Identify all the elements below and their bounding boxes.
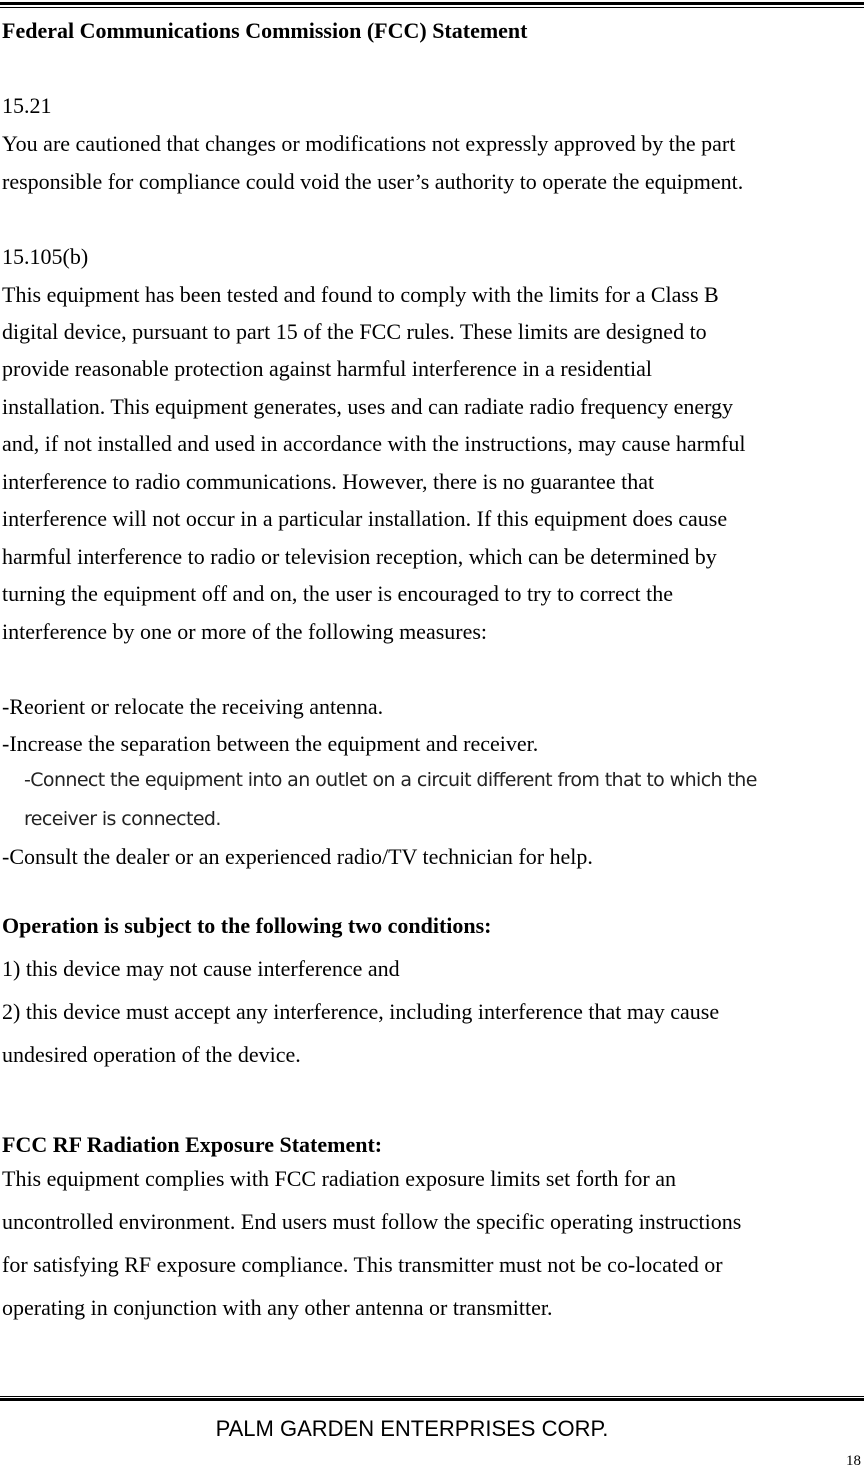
footer-rule xyxy=(0,1396,864,1402)
measure-item: -Increase the separation between the equipment and receiver. xyxy=(2,731,539,756)
section-15-105b-line: turning the equipment off and on, the user is encouraged to try to correct the xyxy=(2,581,673,606)
header-rule xyxy=(0,2,864,8)
section-15-21-line: You are cautioned that changes or modifications not expressly approved by the part xyxy=(2,131,736,156)
measure-item: -Reorient or relocate the receiving antenna. xyxy=(2,694,384,719)
section-15-105b-line: interference will not occur in a particular installation. If this equipment does cause xyxy=(2,506,728,531)
section-number-15-21: 15.21 xyxy=(2,93,52,118)
condition-line: 2) this device must accept any interference, including interference that may cause xyxy=(2,999,720,1024)
section-15-105b-line: harmful interference to radio or television reception, which can be determined by xyxy=(2,544,717,569)
section-15-21-line: responsible for compliance could void the user’s authority to operate the equipment. xyxy=(2,169,744,194)
section-15-105b-line: This equipment has been tested and found to comply with the limits for a Class B xyxy=(2,282,719,307)
measure-item-continuation: receiver is connected. xyxy=(24,808,221,830)
section-number-15-105b: 15.105(b) xyxy=(2,244,89,269)
rf-exposure-line: for satisfying RF exposure compliance. This transmitter must not be co-located or xyxy=(2,1252,723,1277)
section-15-105b-line: installation. This equipment generates, uses and can radiate radio frequency energy xyxy=(2,394,734,419)
section-15-105b-line: interference to radio communications. However, there is no guarantee that xyxy=(2,469,655,494)
measure-item: -Consult the dealer or an experienced radio/TV technician for help. xyxy=(2,844,593,869)
measure-item: -Connect the equipment into an outlet on a circuit different from that to which the xyxy=(24,769,757,791)
rf-exposure-line: operating in conjunction with any other antenna or transmitter. xyxy=(2,1295,553,1320)
section-15-105b-line: and, if not installed and used in accordance with the instructions, may cause harmful xyxy=(2,431,746,456)
section-15-105b-line: interference by one or more of the following measures: xyxy=(2,619,488,644)
page-number: 18 xyxy=(846,1453,861,1469)
rf-exposure-line: This equipment complies with FCC radiation exposure limits set forth for an xyxy=(2,1166,676,1191)
condition-line: undesired operation of the device. xyxy=(2,1042,301,1067)
conditions-heading: Operation is subject to the following two conditions: xyxy=(2,913,492,938)
footer-company-name: PALM GARDEN ENTERPRISES CORP. xyxy=(215,1416,609,1441)
rf-exposure-heading: FCC RF Radiation Exposure Statement: xyxy=(2,1132,383,1157)
condition-line: 1) this device may not cause interference and xyxy=(2,956,400,981)
page-title: Federal Communications Commission (FCC) Statement xyxy=(2,18,528,43)
rf-exposure-line: uncontrolled environment. End users must follow the specific operating instructions xyxy=(2,1209,742,1234)
section-15-105b-line: digital device, pursuant to part 15 of the FCC rules. These limits are designed to xyxy=(2,319,707,344)
section-15-105b-line: provide reasonable protection against harmful interference in a residential xyxy=(2,356,652,381)
